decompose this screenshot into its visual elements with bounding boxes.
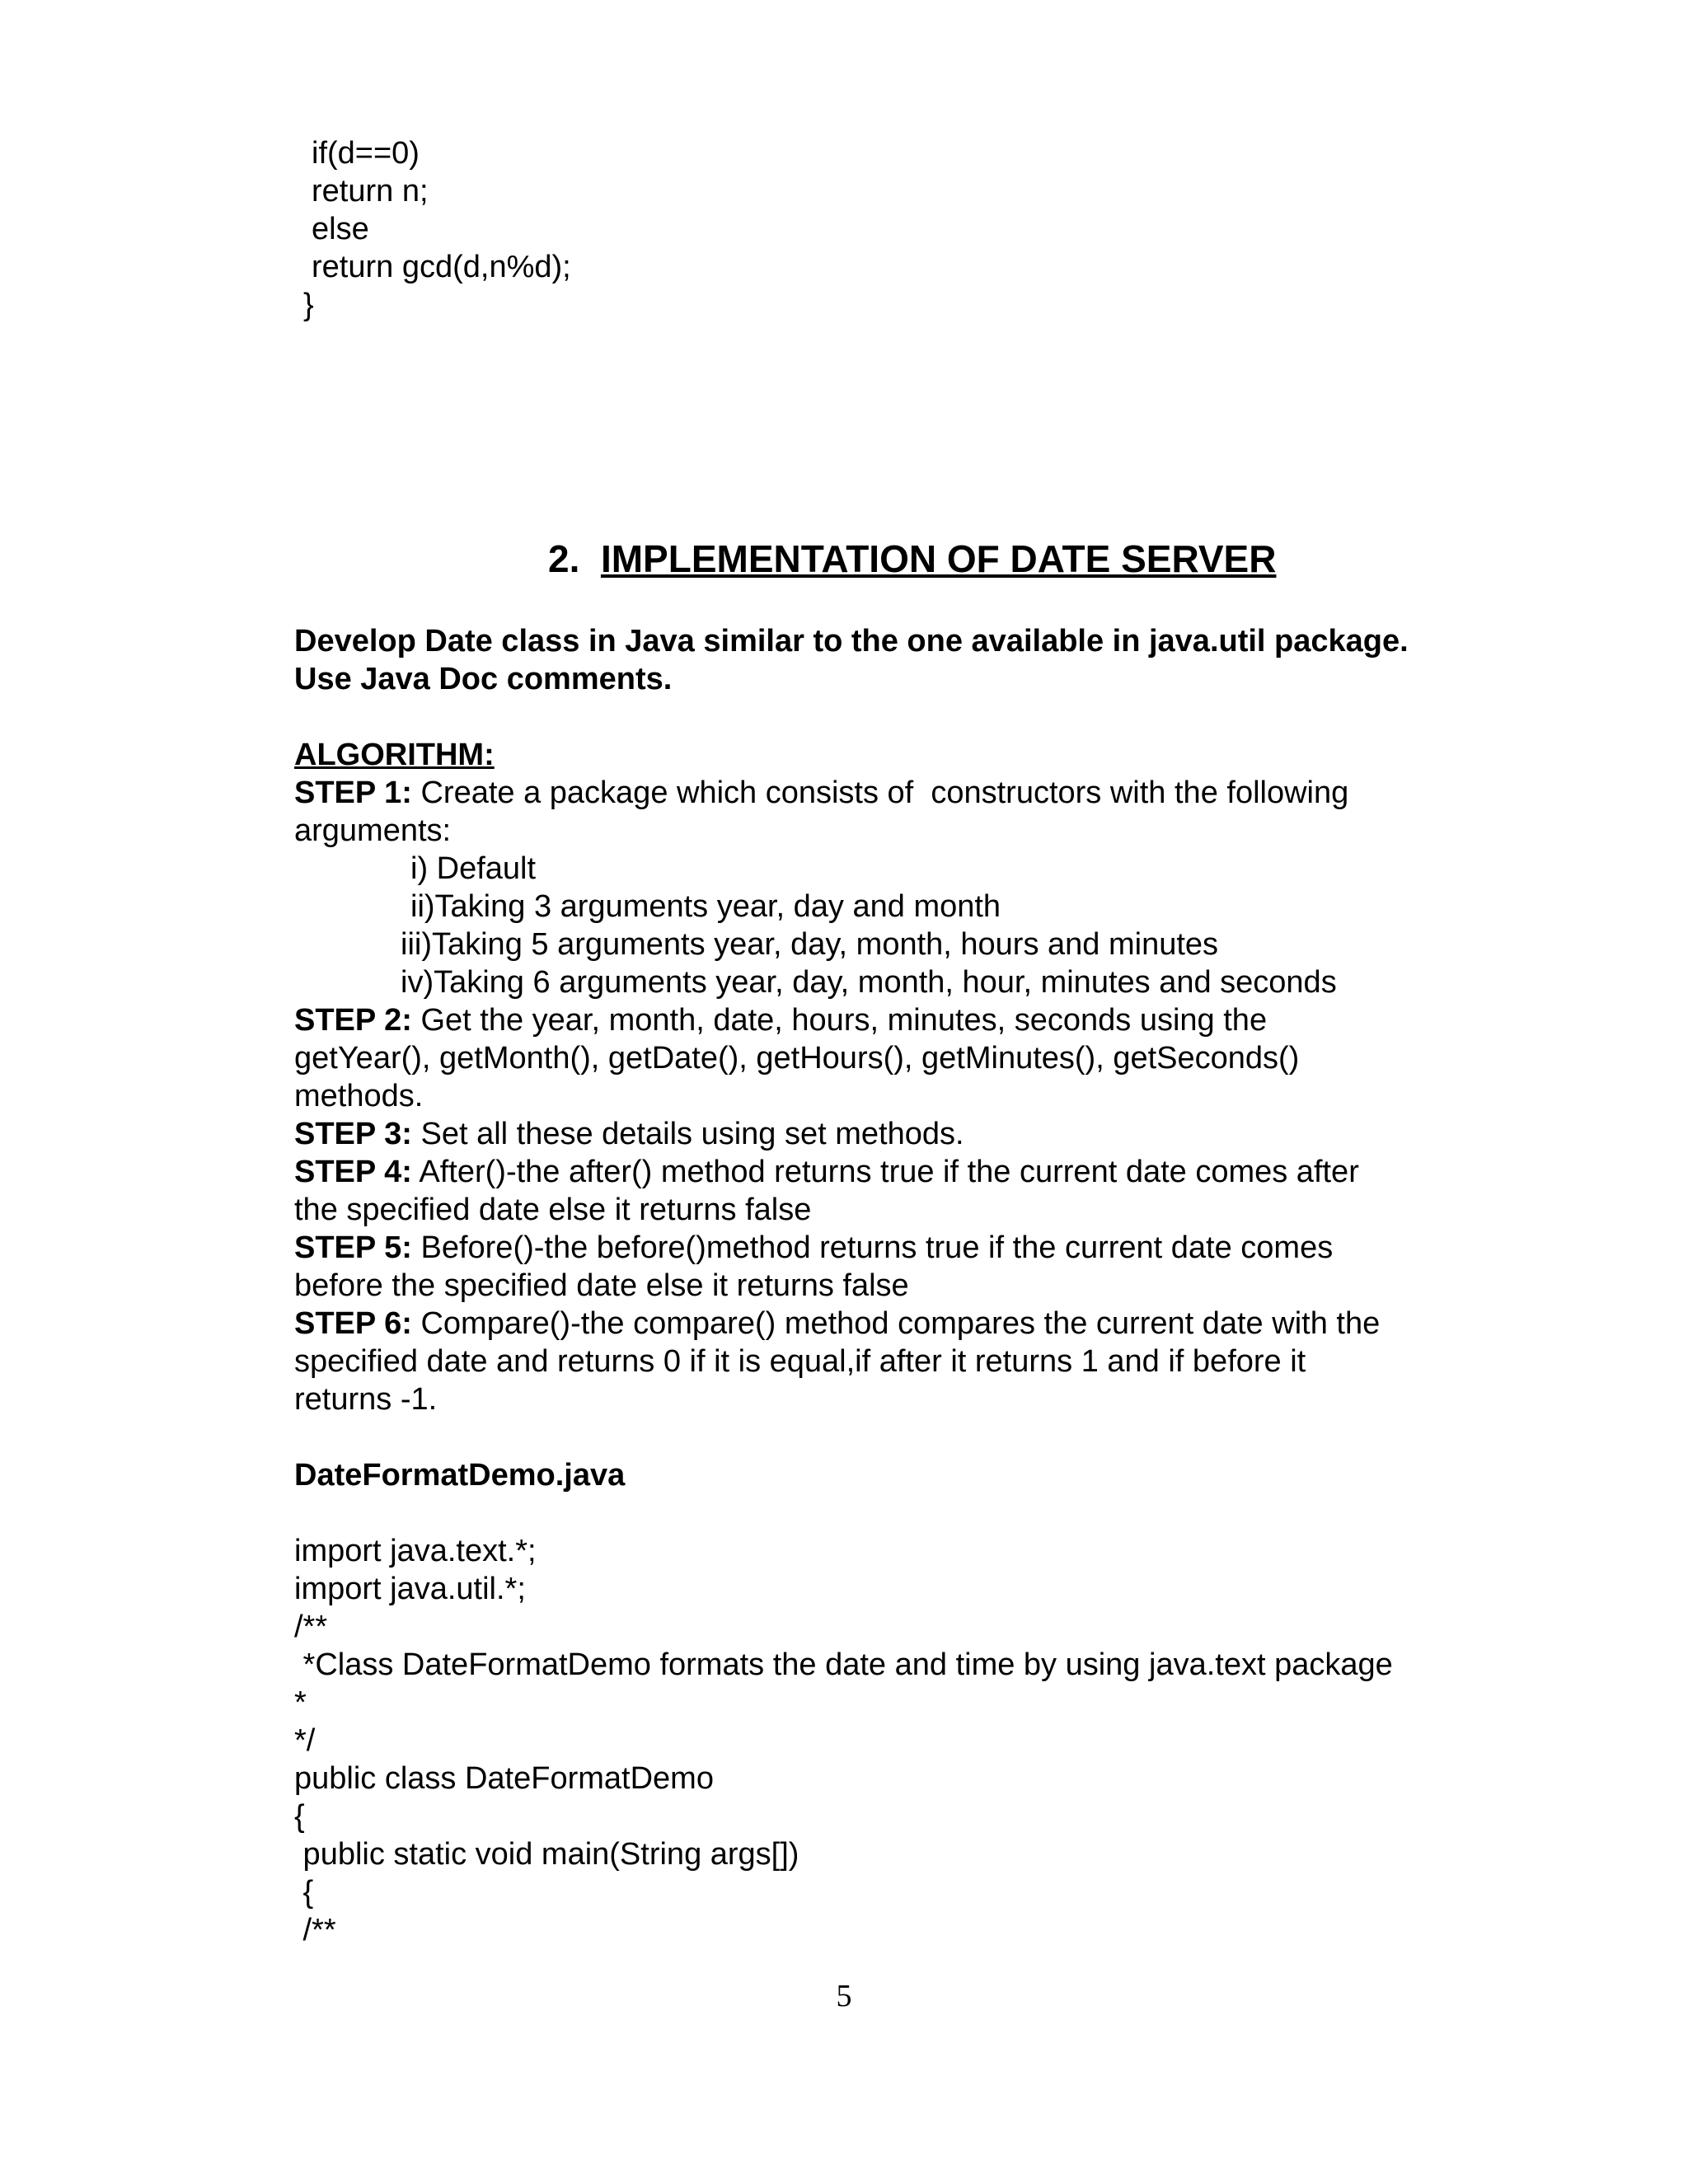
step-text: Get the year, month, date, hours, minutes, seconds using the bbox=[411, 1003, 1268, 1038]
intro-line: Use Java Doc comments. bbox=[294, 662, 673, 696]
intro-line: Develop Date class in Java similar to the one available in java.util package. bbox=[294, 624, 1409, 658]
step-label: STEP 6: bbox=[294, 1306, 412, 1341]
algorithm-heading: ALGORITHM: bbox=[294, 738, 495, 772]
code-line: public class DateFormatDemo bbox=[294, 1761, 714, 1796]
step-label: STEP 2: bbox=[294, 1003, 412, 1038]
step-6 bbox=[294, 1305, 1380, 1343]
step-label: STEP 4: bbox=[294, 1155, 412, 1189]
step-text: Before()-the before()method returns true if the current date comes bbox=[411, 1230, 1334, 1265]
code-line: */ bbox=[294, 1723, 316, 1758]
step-label: STEP 1: bbox=[294, 776, 412, 810]
file-name: DateFormatDemo.java bbox=[294, 1458, 626, 1493]
constructor-item: iv)Taking 6 arguments year, day, month, hour, minutes and seconds bbox=[401, 965, 1337, 1000]
code-line: /** bbox=[294, 1610, 328, 1644]
step-1 bbox=[294, 774, 1348, 812]
step-3 bbox=[294, 1115, 964, 1153]
constructor-item: ii)Taking 3 arguments year, day and month bbox=[410, 889, 1001, 924]
section-number: 2. bbox=[548, 537, 580, 580]
code-line: *Class DateFormatDemo formats the date and time by using java.text package bbox=[294, 1647, 1393, 1682]
step-6-cont: specified date and returns 0 if it is equal,if after it returns 1 and if before it bbox=[294, 1344, 1306, 1379]
code-line: import java.text.*; bbox=[294, 1534, 537, 1568]
step-text: Create a package which consists of constructors with the following bbox=[411, 776, 1349, 810]
code-line: return n; bbox=[312, 174, 429, 209]
code-line: { bbox=[294, 1799, 305, 1834]
step-4 bbox=[294, 1153, 1359, 1191]
section-title bbox=[548, 536, 1276, 582]
step-text: After()-the after() method returns true if the current date comes after bbox=[411, 1155, 1359, 1189]
code-line: public static void main(String args[]) bbox=[294, 1837, 799, 1872]
constructor-item: iii)Taking 5 arguments year, day, month, hours and minutes bbox=[401, 927, 1219, 962]
step-6-cont: returns -1. bbox=[294, 1382, 438, 1417]
step-2-cont: methods. bbox=[294, 1079, 424, 1113]
code-line: /** bbox=[294, 1913, 336, 1947]
step-4-cont: the specified date else it returns false bbox=[294, 1193, 812, 1227]
page-number: 5 bbox=[836, 1979, 852, 2013]
code-line: import java.util.*; bbox=[294, 1572, 526, 1606]
code-line: else bbox=[312, 212, 369, 246]
code-line: } bbox=[303, 288, 314, 322]
step-1-cont: arguments: bbox=[294, 813, 452, 848]
step-label: STEP 5: bbox=[294, 1230, 412, 1265]
step-2-cont: getYear(), getMonth(), getDate(), getHours(), getMinutes(), getSeconds() bbox=[294, 1041, 1300, 1076]
code-line: * bbox=[294, 1685, 307, 1720]
code-line: if(d==0) bbox=[312, 136, 420, 171]
step-text: Compare()-the compare() method compares the current date with the bbox=[411, 1306, 1381, 1341]
code-line: { bbox=[294, 1875, 314, 1910]
step-2 bbox=[294, 1001, 1267, 1039]
constructor-item: i) Default bbox=[410, 851, 537, 886]
step-text: Set all these details using set methods. bbox=[411, 1117, 964, 1151]
code-line: return gcd(d,n%d); bbox=[312, 250, 571, 284]
step-5-cont: before the specified date else it returns false bbox=[294, 1268, 909, 1303]
section-title-text: IMPLEMENTATION OF DATE SERVER bbox=[600, 537, 1277, 580]
step-label: STEP 3: bbox=[294, 1117, 412, 1151]
step-5 bbox=[294, 1229, 1333, 1267]
